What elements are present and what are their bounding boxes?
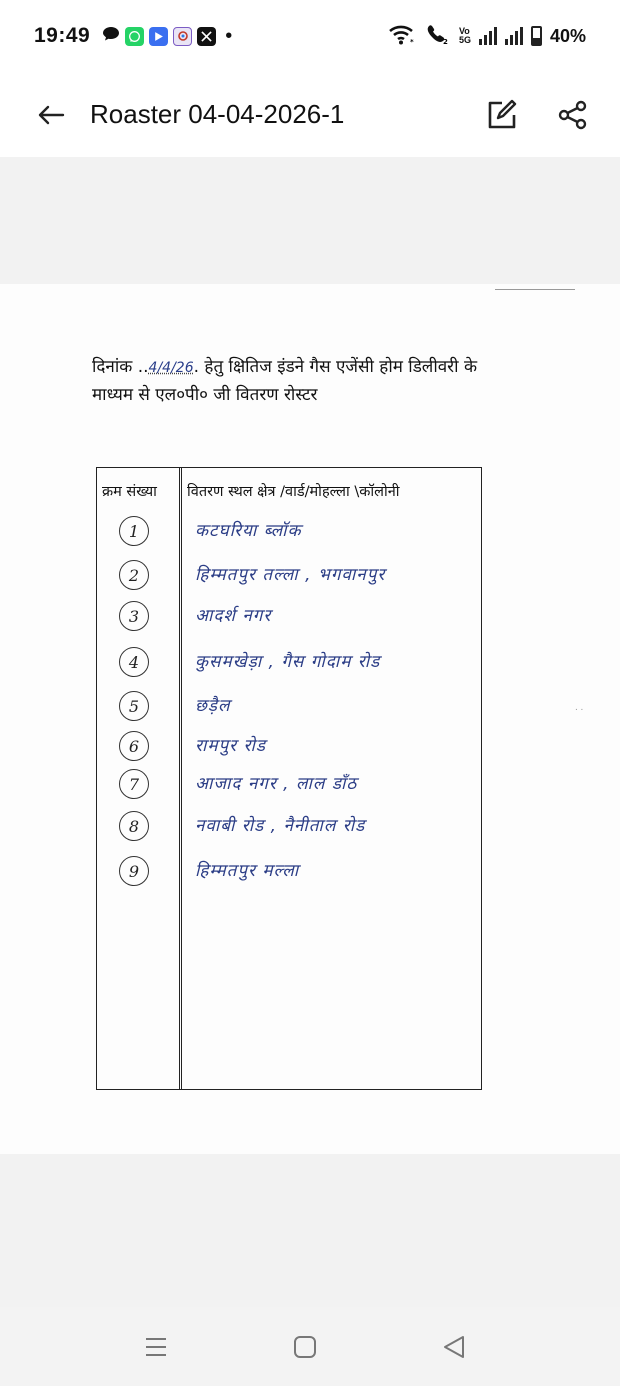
serial-number: 1 [119, 516, 149, 546]
serial-number: 4 [119, 647, 149, 677]
more-notifications-dot-icon: • [225, 25, 233, 47]
location-text: छड़ैल [195, 696, 231, 716]
home-button[interactable] [288, 1330, 322, 1364]
status-time: 19:49 [34, 24, 91, 47]
signal-icon-sim2 [505, 27, 523, 45]
svg-text:*: * [409, 37, 414, 45]
location-text: नवाबी रोड , नैनीताल रोड [195, 816, 366, 836]
table-row [97, 512, 483, 552]
chat-bubble-icon [102, 25, 120, 48]
back-button[interactable] [34, 98, 68, 132]
heading-date: 4/4/26 [148, 360, 194, 376]
youtube-icon [149, 27, 168, 46]
serial-number: 5 [119, 691, 149, 721]
notification-icons [102, 25, 232, 48]
serial-number: 3 [119, 601, 149, 631]
column-header-location: वितरण स्थल क्षेत्र /वार्ड/मोहल्ला \कॉलोनी [187, 484, 400, 500]
table-row [97, 852, 483, 892]
table-row [97, 687, 483, 727]
page-scan-mark [495, 289, 575, 290]
table-row [97, 765, 483, 805]
table-row [97, 727, 483, 767]
status-indicators [387, 23, 586, 50]
home-icon [293, 1335, 317, 1359]
location-text: रामपुर रोड [195, 736, 266, 756]
document-title: Roaster 04-04-2026-1 [90, 99, 345, 129]
location-text: आदर्श नगर [195, 606, 272, 626]
serial-number: 6 [119, 731, 149, 761]
document-page [0, 284, 620, 1154]
table-row [97, 807, 483, 847]
app-icon [173, 27, 192, 46]
serial-number: 9 [119, 856, 149, 886]
location-text: कटघरिया ब्लॉक [195, 521, 302, 541]
app-bar [0, 72, 620, 157]
serial-number: 7 [119, 769, 149, 799]
document-heading [92, 354, 562, 409]
nav-back-button[interactable] [437, 1330, 471, 1364]
arrow-left-icon [36, 103, 66, 127]
signal-icon-sim1 [479, 27, 497, 45]
edit-icon [485, 99, 517, 131]
location-text: हिम्मतपुर तल्ला , भगवानपुर [195, 565, 386, 585]
wifi-icon [387, 23, 417, 50]
table-row [97, 643, 483, 683]
document-viewer[interactable] [0, 157, 620, 1307]
column-header-serial: क्रम संख्या [102, 484, 157, 500]
roster-table [96, 467, 482, 1090]
share-icon [558, 100, 588, 130]
recents-button[interactable] [139, 1330, 173, 1364]
location-text: कुसमखेड़ा , गैस गोदाम रोड [195, 652, 381, 672]
serial-number: 8 [119, 811, 149, 841]
heading-prefix: दिनांक .. [92, 357, 149, 377]
location-text: आजाद नगर , लाल डाँठ [195, 774, 358, 794]
whatsapp-icon [125, 27, 144, 46]
svg-text:2: 2 [442, 37, 448, 45]
recents-icon [144, 1335, 168, 1359]
table-row [97, 556, 483, 596]
volte-call-icon [425, 23, 451, 50]
app-actions [484, 98, 590, 132]
share-button[interactable] [556, 98, 590, 132]
navigation-bar [0, 1307, 620, 1386]
heading-suffix: . हेतु क्षितिज इंडने गैस एजेंसी होम डिलीवरी के [193, 357, 477, 377]
scan-specks: . . [575, 702, 584, 713]
battery-icon [531, 26, 542, 46]
location-text: हिम्मतपुर मल्ला [195, 861, 300, 881]
status-bar [0, 0, 620, 72]
x-icon [197, 27, 216, 46]
serial-number: 2 [119, 560, 149, 590]
network-type: Vo 5G [458, 26, 471, 45]
edit-button[interactable] [484, 98, 518, 132]
table-row [97, 597, 483, 637]
battery-percent: 40% [549, 25, 586, 46]
back-triangle-icon [442, 1335, 466, 1359]
heading-line2: माध्यम से एल०पी० जी वितरण रोस्टर [92, 385, 318, 405]
